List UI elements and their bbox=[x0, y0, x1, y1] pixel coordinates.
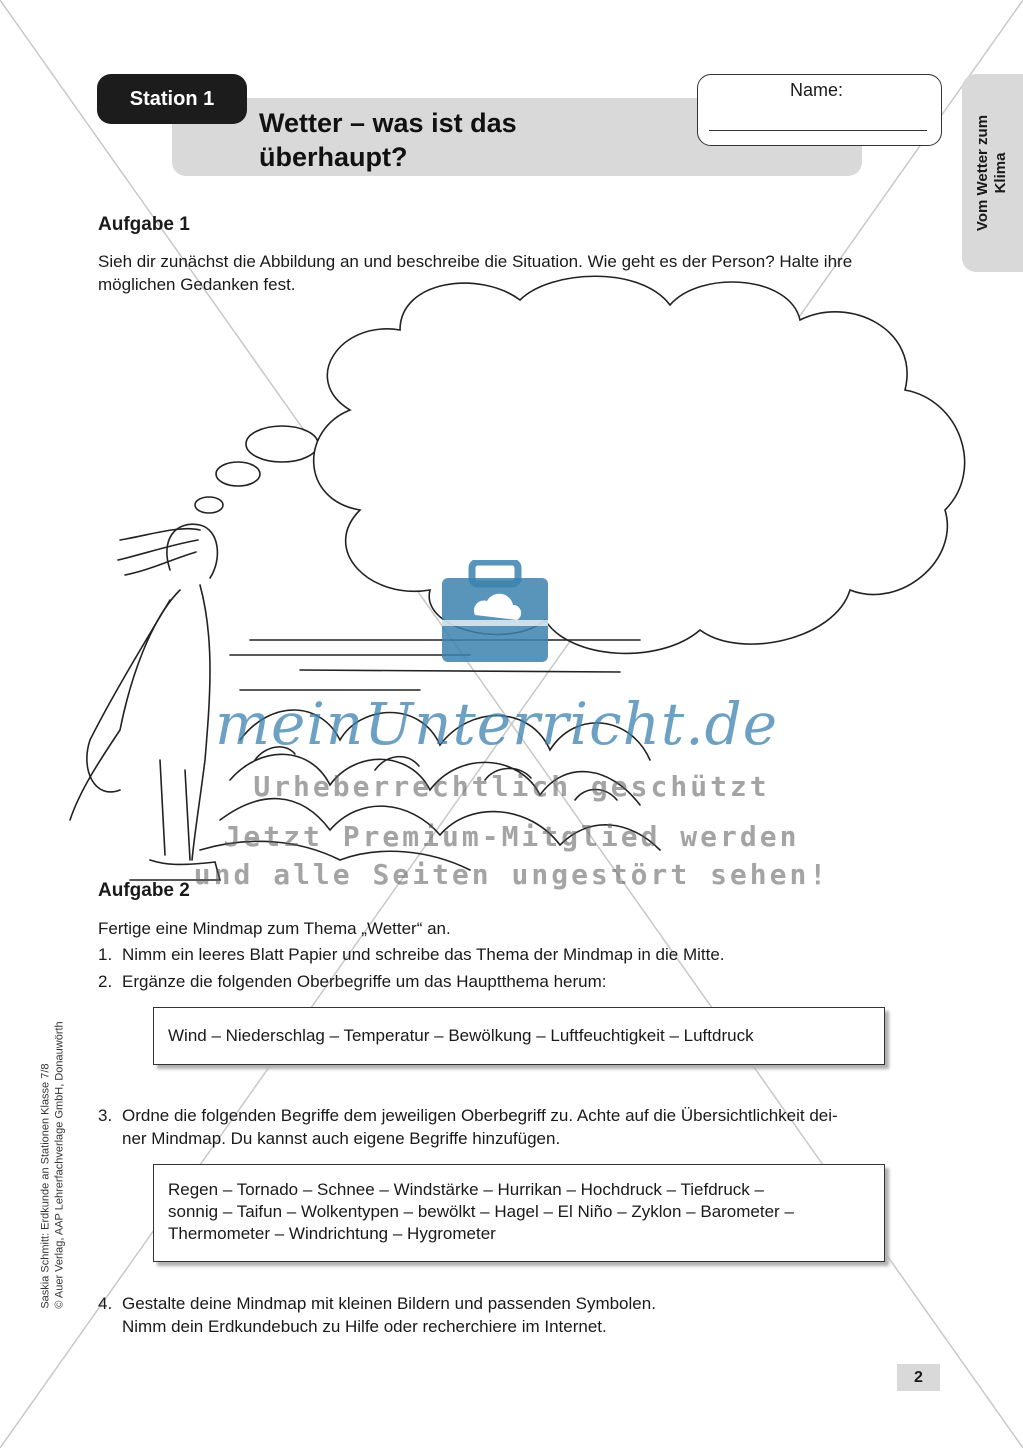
step-text-line-2: ner Mindmap. Du kannst auch eigene Begriffe hinzufügen. bbox=[122, 1129, 561, 1148]
task1-heading: Aufgabe 1 bbox=[98, 214, 190, 235]
step-text-line-1: Gestalte deine Mindmap mit kleinen Bildern und passenden Symbolen. bbox=[122, 1294, 656, 1313]
step-number: 2. bbox=[98, 972, 113, 991]
task2-step-4 bbox=[98, 1292, 938, 1340]
step-number: 4. bbox=[98, 1294, 113, 1313]
side-tab-line-2: Klima bbox=[992, 152, 1010, 194]
title-line-1: Wetter – was ist das bbox=[259, 108, 517, 138]
step-text: Nimm ein leeres Blatt Papier und schreibe das Thema der Mindmap in die Mitte. bbox=[122, 945, 725, 964]
task2-step-1 bbox=[98, 943, 938, 967]
task2-intro: Fertige eine Mindmap zum Thema „Wetter“ an. bbox=[98, 919, 451, 938]
side-tab-line-1: Vom Wetter zum bbox=[974, 114, 992, 232]
step-number: 1. bbox=[98, 945, 113, 964]
credit-line-2: © Auer Verlag, AAP Lehrerfachverlage GmbH, Donauwörth bbox=[54, 1021, 66, 1309]
watermark-line-2: Jetzt Premium-Mitglied werden bbox=[223, 820, 800, 853]
terms-box-1-text: Wind – Niederschlag – Temperatur – Bewölkung – Luftfeuchtigkeit – Luftdruck bbox=[168, 1026, 754, 1045]
watermark-brand: meinUnterricht.de bbox=[215, 690, 779, 758]
name-label: Name: bbox=[790, 80, 844, 100]
copyright-credit bbox=[30, 985, 76, 1345]
credit-line-1: Saskia Schmitt: Erdkunde an Stationen Klasse 7/8 bbox=[40, 1063, 52, 1309]
station-label: Station 1 bbox=[97, 74, 247, 124]
step-text bbox=[122, 1104, 838, 1150]
watermark-line-3: und alle Seiten ungestört sehen! bbox=[193, 858, 830, 891]
terms-box-2-line-3: Thermometer – Windrichtung – Hygrometer bbox=[168, 1224, 496, 1243]
title-line-2: überhaupt? bbox=[259, 142, 408, 172]
watermark-line-1: Urheberrechtlich geschützt bbox=[253, 770, 770, 803]
task2-heading: Aufgabe 2 bbox=[98, 880, 190, 901]
task2-step-3 bbox=[98, 1104, 948, 1152]
step-text bbox=[122, 1292, 656, 1338]
step-text-line-1: Ordne die folgenden Begriffe dem jeweiligen Oberbegriff zu. Achte auf die Übersichtlichkeit dei- bbox=[122, 1106, 838, 1125]
terms-box-2 bbox=[153, 1164, 885, 1262]
watermark-briefcase-icon bbox=[440, 560, 550, 665]
task1-text-line-2: möglichen Gedanken fest. bbox=[98, 275, 296, 294]
step-text: Ergänze die folgenden Oberbegriffe um das Hauptthema herum: bbox=[122, 972, 607, 991]
step-number: 3. bbox=[98, 1106, 113, 1125]
terms-box-2-line-1: Regen – Tornado – Schnee – Windstärke – Hurrikan – Hochdruck – Tiefdruck – bbox=[168, 1180, 764, 1199]
task2-step-2 bbox=[98, 970, 938, 994]
terms-box-1 bbox=[153, 1007, 885, 1065]
terms-box-2-line-2: sonnig – Taifun – Wolkentypen – bewölkt – Hagel – El Niño – Zyklon – Barometer – bbox=[168, 1202, 794, 1221]
task1-text-line-1: Sieh dir zunächst die Abbildung an und beschreibe die Situation. Wie geht es der Person? Halte ihre bbox=[98, 252, 853, 271]
page-number: 2 bbox=[897, 1364, 940, 1391]
step-text-line-2: Nimm dein Erdkundebuch zu Hilfe oder recherchiere im Internet. bbox=[122, 1317, 607, 1336]
terms-box-2-text bbox=[154, 1165, 884, 1245]
